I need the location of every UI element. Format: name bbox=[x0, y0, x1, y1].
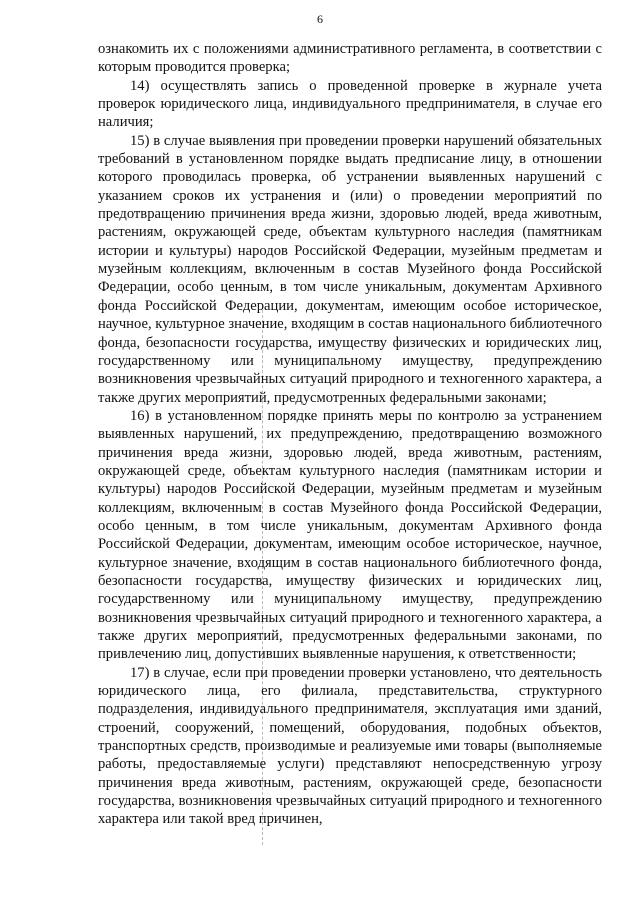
document-body bbox=[98, 40, 602, 829]
page-number: 6 bbox=[317, 12, 323, 26]
paragraph-13-continuation: ознакомить их с положениями административного регламента, в соответствии с которым проводится проверка; bbox=[98, 41, 602, 76]
paragraph-17: 17) в случае, если при проведении проверки установлено, что деятельность юридического лица, его филиала, представительства, структурного подразделения, индивидуального предпринимателя, эксплуатация ими зданий, строений, сооружений, помещений, оборудования, подобных объектов, транспортных средств, производимые и реализуемые ими товары (выполняемые работы, предоставляемые услуги) представляют непосредственную угрозу причинения вреда животным, растениям, окружающей среде, безопасности государства, возникновения чрезвычайных ситуаций природного и техногенного характера или такой вред причинен, bbox=[98, 664, 602, 828]
paragraph-14: 14) осуществлять запись о проведенной проверке в журнале учета проверок юридического лица, индивидуального предпринимателя, в случае его наличия; bbox=[98, 77, 602, 131]
paragraph-16: 16) в установленном порядке принять меры по контролю за устранением выявленных нарушений, их предупреждению, предотвращению возможного причинения вреда жизни, здоровью людей, вреда животным, растениям, окружающей среде, объектам культурного наследия (памятникам истории и культуры) народов Российской Федерации, музейным предметам и музейным коллекциям, включенным в состав Музейного фонда Российской Федерации, особо ценным, в том числе уникальным, документам Архивного фонда Российской Федерации, документам, имеющим особое историческое, научное, культурное значение, входящим в состав национального библиотечного фонда, безопасности государства, имуществу физических и юридических лиц, государственному или муниципальному имуществу, предупреждению возникновения чрезвычайных ситуаций природного и техногенного характера, а также других мероприятий, предусмотренных федеральными законами, по привлечению лиц, допустивших выявленные нарушения, к ответственности; bbox=[98, 407, 602, 663]
paragraph-15: 15) в случае выявления при проведении проверки нарушений обязательных требований в установленном порядке выдать предписание лицу, в отношении которого проводилась проверка, об устранении выявленных нарушений с указанием сроков их устранения и (или) о проведении мероприятий по предотвращению причинения вреда жизни, здоровью людей, вреда животным, растениям, окружающей среде, объектам культурного наследия (памятникам истории и культуры) народов Российской Федерации, музейным предметам и музейным коллекциям, включенным в состав Музейного фонда Российской Федерации, особо ценным, в том числе уникальным, документам Архивного фонда Российской Федерации, документам, имеющим особое историческое, научное, культурное значение, входящим в состав национального библиотечного фонда, безопасности государства, имуществу физических и юридических лиц, государственному или муниципальному имуществу, предупреждению возникновения чрезвычайных ситуаций природного и техногенного характера, а также других мероприятий, предусмотренных федеральными законами; bbox=[98, 132, 602, 406]
